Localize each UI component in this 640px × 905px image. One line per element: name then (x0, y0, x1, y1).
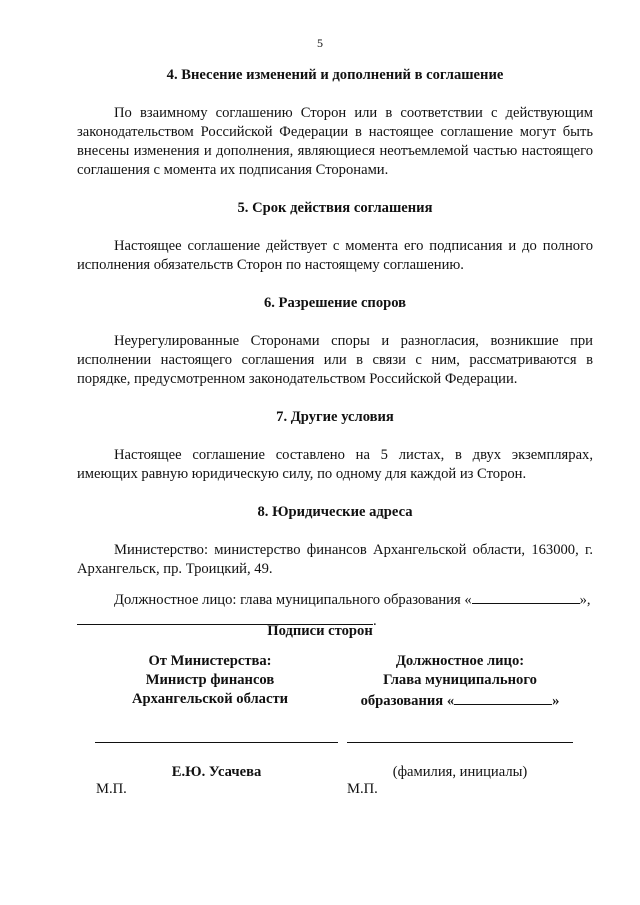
official-address-prefix: Должностное лицо: глава муниципального образования « (114, 592, 472, 608)
ministry-signature-line (95, 742, 338, 743)
ministry-sig-line1: От Министерства: (148, 653, 272, 669)
official-signer-name: (фамилия, инициалы) (392, 764, 528, 780)
page-number: 5 (317, 36, 323, 50)
municipality-blank (472, 589, 580, 604)
section-5-heading: 5. Срок действия соглашения (237, 200, 433, 216)
official-sig-line3 (345, 690, 575, 711)
section-8-heading: 8. Юридические адреса (257, 504, 413, 520)
ministry-sig-line2: Министр финансов (145, 672, 275, 688)
official-sig-line3-prefix: образования « (360, 693, 455, 709)
section-7-text: Настоящее соглашение составлено на 5 листах, в двух экземплярах, имеющих равную юридическую силу, по одному для каждой из Сторон. (77, 447, 593, 482)
signatures-title: Подписи сторон (267, 623, 373, 639)
section-6-text: Неурегулированные Сторонами споры и разногласия, возникшие при исполнении настоящего соглашения или в связи с ним, рассматриваются в порядке, предусмотренном законодательством Российской Федерации. (77, 333, 593, 387)
section-6-heading: 6. Разрешение споров (263, 295, 407, 311)
official-sig-line1: Должностное лицо: (395, 653, 525, 669)
ministry-signer-name: Е.Ю. Усачева (171, 764, 262, 780)
ministry-sig-line3: Архангельской области (131, 691, 289, 707)
official-signature-line (347, 742, 573, 743)
official-municipality-blank (454, 690, 552, 705)
section-4-text: По взаимному соглашению Сторон или в соответствии с действующим законодательством Российской Федерации в настоящее соглашение могут быть внесены изменения и дополнения, являющиеся неотъемлемой частью настоящего соглашения с момента их подписания Сторонами. (77, 105, 593, 178)
ministry-stamp-place: М.П. (96, 781, 127, 797)
official-sig-line3-suffix: » (552, 693, 560, 709)
ministry-signature-block (95, 652, 325, 709)
ministry-address: Министерство: министерство финансов Архангельской области, 163000, г. Архангельск, пр. Троицкий, 49. (77, 542, 593, 577)
official-address-end: . (373, 613, 377, 629)
section-5-text: Настоящее соглашение действует с момента его подписания и до полного исполнения обязательств Сторон по настоящему соглашению. (77, 238, 593, 273)
official-address (77, 589, 593, 610)
section-4-heading: 4. Внесение изменений и дополнений в соглашение (166, 67, 504, 83)
official-address-suffix: », (579, 592, 591, 608)
official-signature-block (345, 652, 575, 711)
document-body (77, 66, 593, 631)
section-7-heading: 7. Другие условия (276, 409, 394, 425)
official-sig-line2: Глава муниципального (383, 672, 537, 688)
official-stamp-place: М.П. (347, 781, 378, 797)
